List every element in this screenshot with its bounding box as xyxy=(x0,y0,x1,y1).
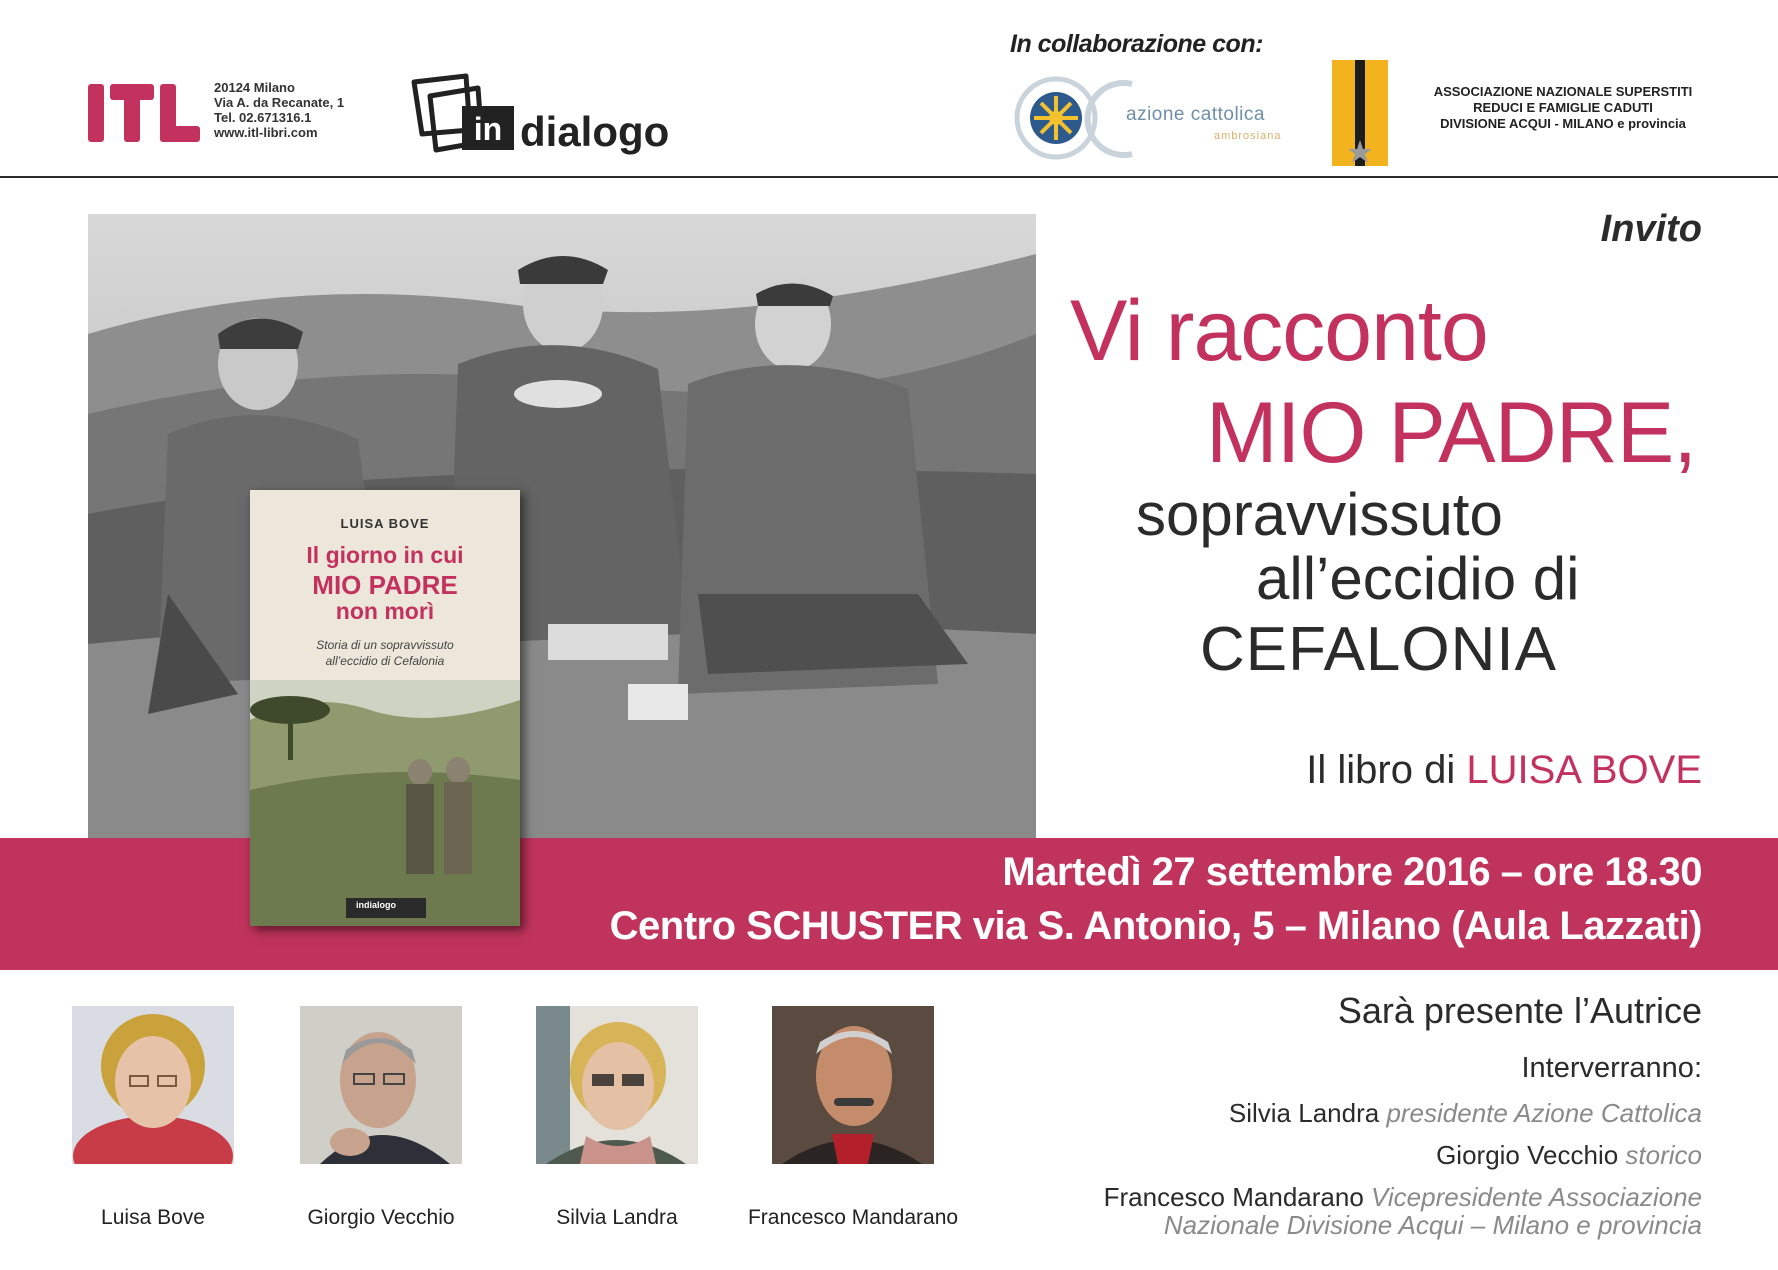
speaker-name: Francesco Mandarano xyxy=(1103,1182,1364,1212)
book-cover xyxy=(250,490,520,926)
book-cover-photo xyxy=(250,680,520,926)
itl-address-line: www.itl-libri.com xyxy=(214,125,318,140)
portrait-caption: Francesco Mandarano xyxy=(747,1206,959,1229)
speaker-role-continuation xyxy=(1164,1210,1702,1241)
collaboration-label: In collaborazione con: xyxy=(1010,30,1263,58)
book-cover-publisher: indialogo xyxy=(356,900,396,910)
speaker-role: presidente Azione Cattolica xyxy=(1386,1098,1702,1128)
event-date: Martedì 27 settembre 2016 – ore 18.30 xyxy=(1002,850,1702,894)
itl-address xyxy=(214,80,344,140)
portrait-caption: Giorgio Vecchio xyxy=(307,1206,455,1229)
itl-address-line: Tel. 02.671316.1 xyxy=(214,110,312,125)
invite-label: Invito xyxy=(1600,208,1702,250)
book-line-prefix: Il libro di xyxy=(1306,748,1467,792)
title-line-4: all’eccidio di xyxy=(1256,545,1580,612)
speaker-name: Silvia Landra xyxy=(1228,1098,1380,1128)
soldiers-photo xyxy=(88,214,1036,840)
itl-address-line: Via A. da Recanate, 1 xyxy=(214,95,345,110)
title-line-1: Vi racconto xyxy=(1070,283,1488,379)
book-cover-subtitle-line: all’eccidio di Cefalonia xyxy=(325,654,445,668)
header-divider xyxy=(0,176,1778,178)
book-cover-subtitle-line: Storia di un sopravvissuto xyxy=(316,638,454,652)
portrait-luisa-bove xyxy=(72,1006,234,1164)
speaker-line xyxy=(1436,1140,1702,1171)
associazione-line: REDUCI E FAMIGLIE CADUTI xyxy=(1473,100,1653,115)
book-cover-title-line: non morì xyxy=(335,598,435,624)
book-line-author: LUISA BOVE xyxy=(1466,748,1702,792)
associazione-text xyxy=(1398,84,1728,132)
portrait-caption: Silvia Landra xyxy=(556,1206,678,1229)
interventions-label: Interverranno: xyxy=(1521,1052,1702,1084)
speaker-name: Giorgio Vecchio xyxy=(1436,1140,1619,1170)
indialogo-word-in: in xyxy=(473,111,503,147)
portrait-giorgio-vecchio xyxy=(300,1006,462,1164)
speaker-role: storico xyxy=(1625,1140,1702,1170)
title-line-3: sopravvissuto xyxy=(1136,481,1503,548)
book-cover-title-line: Il giorno in cui xyxy=(306,542,464,568)
book-line xyxy=(1306,748,1702,793)
portrait-francesco-mandarano xyxy=(772,1006,934,1164)
title-line-5: CEFALONIA xyxy=(1200,615,1557,684)
author-present: Sarà presente l’Autrice xyxy=(1337,990,1702,1031)
acqui-ribbon-logo xyxy=(1332,60,1388,166)
title-line-2: MIO PADRE, xyxy=(1206,385,1697,481)
book-cover-author: LUISA BOVE xyxy=(340,516,430,531)
indialogo-word-dialogo: dialogo xyxy=(520,108,670,155)
itl-logo xyxy=(88,84,200,142)
associazione-line: ASSOCIAZIONE NAZIONALE SUPERSTITI xyxy=(1433,84,1693,99)
azione-cattolica-sub: ambrosiana xyxy=(1214,130,1282,142)
speaker-role: Vicepresidente Associazione xyxy=(1371,1182,1702,1212)
speaker-line xyxy=(1229,1098,1702,1129)
event-place: Centro SCHUSTER via S. Antonio, 5 – Milano (Aula Lazzati) xyxy=(609,904,1702,948)
portrait-caption: Luisa Bove xyxy=(101,1206,205,1229)
portrait-silvia-landra xyxy=(536,1006,698,1164)
speaker-role: Nazionale Divisione Acqui – Milano e provincia xyxy=(1163,1210,1702,1240)
itl-address-line: 20124 Milano xyxy=(214,80,295,95)
speaker-line xyxy=(1104,1182,1702,1213)
indialogo-logo xyxy=(408,72,708,158)
book-cover-title-line: MIO PADRE xyxy=(312,570,458,600)
azione-cattolica-name: azione cattolica xyxy=(1126,104,1265,125)
associazione-line: DIVISIONE ACQUI - MILANO e provincia xyxy=(1440,116,1686,131)
